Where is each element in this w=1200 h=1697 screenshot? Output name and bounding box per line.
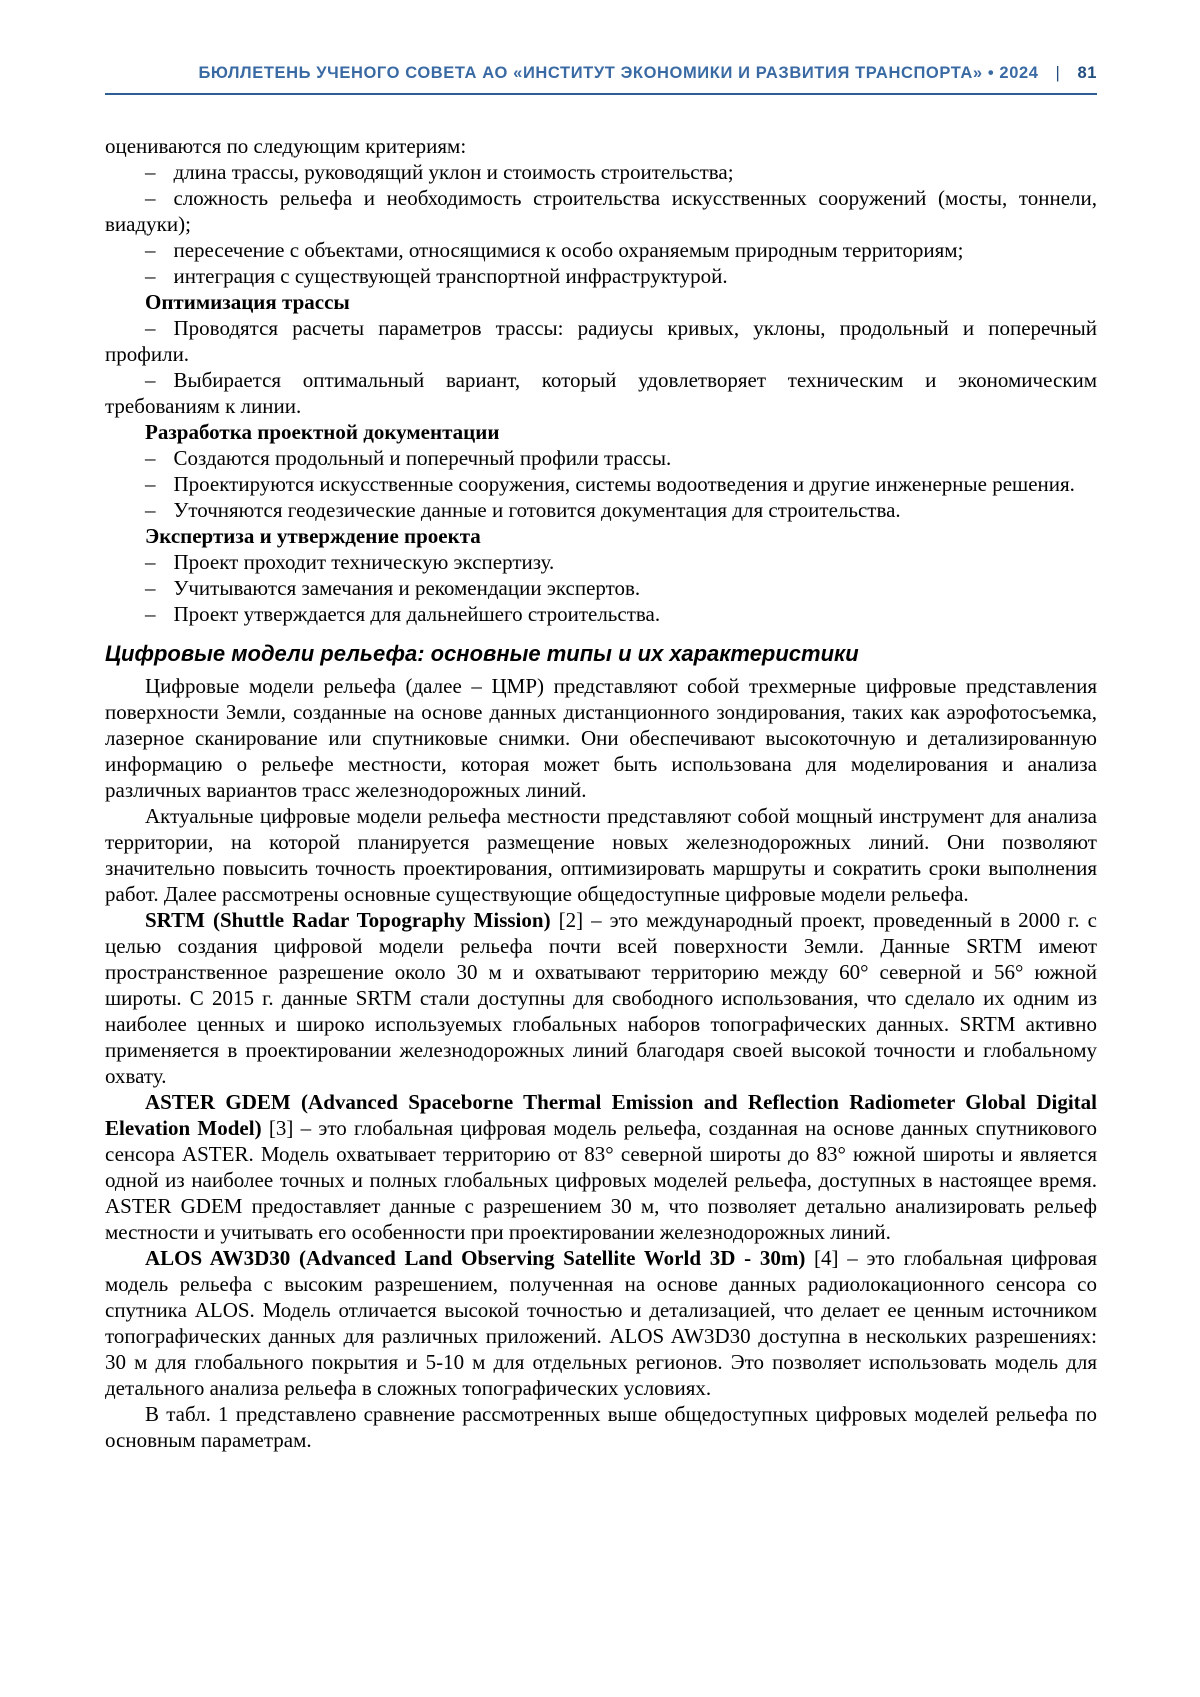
list-marker: – (145, 186, 156, 210)
list-item (105, 445, 1097, 471)
subheading-expertise: Экспертиза и утверждение проекта (145, 524, 481, 548)
list-item-text: Проводятся расчеты параметров трассы: радиусы кривых, уклоны, продольный и поперечный профили. (105, 316, 1097, 366)
list-marker: – (145, 550, 156, 574)
list-item (105, 497, 1097, 523)
list-marker: – (145, 602, 156, 626)
list-marker: – (145, 498, 156, 522)
paragraph-dem-2: Актуальные цифровые модели рельефа местности представляют собой мощный инструмент для анализа территории, на которой планируется размещение новых железнодорожных линий. Они позволяют значительно повысить точность проектирования, оптимизировать маршруты и сократить сроки выполнения работ. Далее рассмотрены основные существующие общедоступные цифровые модели рельефа. (105, 804, 1097, 906)
paragraph-closing: В табл. 1 представлено сравнение рассмотренных выше общедоступных цифровых моделей рельефа по основным параметрам. (105, 1402, 1097, 1452)
list-item-text: длина трассы, руководящий уклон и стоимость строительства; (173, 160, 734, 184)
list-item-text: Учитываются замечания и рекомендации экспертов. (173, 576, 641, 600)
list-item (105, 601, 1097, 627)
paragraph-dem-1: Цифровые модели рельефа (далее – ЦМР) представляют собой трехмерные цифровые представления поверхности Земли, созданные на основе данных дистанционного зондирования, таких как аэрофотосъемка, лазерное сканирование или спутниковые снимки. Они обеспечивают высокоточную и детализированную информацию о рельефе местности, которая может быть использована для моделирования и анализа различных вариантов трасс железнодорожных линий. (105, 674, 1097, 802)
section-heading-dem: Цифровые модели рельефа: основные типы и их характеристики (105, 641, 859, 666)
list-marker: – (145, 264, 156, 288)
paragraph-aster (105, 1089, 1097, 1245)
list-item-text: Проектируются искусственные сооружения, системы водоотведения и другие инженерные решения. (173, 472, 1075, 496)
paragraph-intro: оцениваются по следующим критериям: (105, 134, 467, 158)
srtm-bold-lead: SRTM (Shuttle Radar Topography Mission) (145, 908, 551, 932)
srtm-text: [2] – это международный проект, проведенный в 2000 г. с целью создания цифровой модели рельефа почти всей поверхности Земли. Данные SRTM имеют пространственное разрешение около 30 м и охватывают территорию между 60° северной и 56° южной широты. С 2015 г. данные SRTM стали доступны для свободного использования, что сделало их одним из наиболее ценных и широко используемых глобальных наборов топографических данных. SRTM активно применяется в проектировании железнодорожных линий благодаря своей высокой точности и глобальному охвату. (105, 908, 1098, 1088)
journal-title: БЮЛЛЕТЕНЬ УЧЕНОГО СОВЕТА АО «ИНСТИТУТ ЭКОНОМИКИ И РАЗВИТИЯ ТРАНСПОРТА» • 2024 (198, 64, 1039, 82)
list-item-text: сложность рельефа и необходимость строительства искусственных сооружений (мосты, тоннели, виадуки); (105, 186, 1097, 236)
list-item (105, 471, 1097, 497)
list-marker: – (145, 160, 156, 184)
list-marker: – (145, 368, 156, 392)
list-marker: – (145, 316, 156, 340)
list-item-text: интеграция с существующей транспортной инфраструктурой. (173, 264, 728, 288)
list-item (105, 185, 1097, 237)
list-item (105, 159, 1097, 185)
page-number: 81 (1077, 64, 1097, 82)
list-item (105, 263, 1097, 289)
aster-text: [3] – это глобальная цифровая модель рельефа, созданная на основе данных спутникового сенсора ASTER. Модель охватывает территорию от 83° северной широты до 83° южной широты и является одной из наиболее точных и полных глобальных цифровых моделей рельефа, доступных в настоящее время. ASTER GDEM предоставляет данные с разрешением 30 м, что позволяет детально анализировать рельеф местности и учитывать его особенности при проектировании железнодорожных линий. (105, 1116, 1097, 1244)
paragraph-srtm (105, 907, 1097, 1089)
alos-text: [4] – это глобальная цифровая модель рельефа с высоким разрешением, полученная на основе данных радиолокационного сенсора со спутника ALOS. Модель отличается высокой точностью и детализацией, что делает ее ценным источником топографических данных для различных приложений. ALOS AW3D30 доступна в нескольких разрешениях: 30 м для глобального покрытия и 5-10 м для отдельных регионов. Это позволяет использовать модель для детального анализа рельефа в сложных топографических условиях. (105, 1246, 1098, 1400)
list-marker: – (145, 238, 156, 262)
list-item-text: пересечение с объектами, относящимися к особо охраняемым природным территориям; (173, 238, 964, 262)
list-item-text: Выбирается оптимальный вариант, который удовлетворяет техническим и экономическим требованиям к линии. (105, 368, 1097, 418)
subheading-documentation: Разработка проектной документации (145, 420, 500, 444)
alos-bold-lead: ALOS AW3D30 (Advanced Land Observing Satellite World 3D - 30m) (145, 1246, 806, 1270)
page-header (105, 0, 1097, 95)
list-marker: – (145, 446, 156, 470)
list-item (105, 315, 1097, 367)
list-marker: – (145, 472, 156, 496)
list-item (105, 575, 1097, 601)
header-separator: | (1055, 64, 1061, 82)
list-item (105, 367, 1097, 419)
list-item-text: Проект утверждается для дальнейшего строительства. (173, 602, 661, 626)
list-marker: – (145, 576, 156, 600)
list-item (105, 237, 1097, 263)
aster-bold-lead: ASTER GDEM (Advanced Spaceborne Thermal Emission and Reflection Radiometer Global Digital Elevation Model) (105, 1090, 1097, 1140)
list-item-text: Уточняются геодезические данные и готовится документация для строительства. (173, 498, 901, 522)
subheading-optimization: Оптимизация трассы (145, 290, 350, 314)
list-item-text: Создаются продольный и поперечный профили трассы. (173, 446, 672, 470)
list-item (105, 549, 1097, 575)
paragraph-alos (105, 1245, 1097, 1401)
list-item-text: Проект проходит техническую экспертизу. (173, 550, 555, 574)
document-body (105, 95, 1097, 1453)
